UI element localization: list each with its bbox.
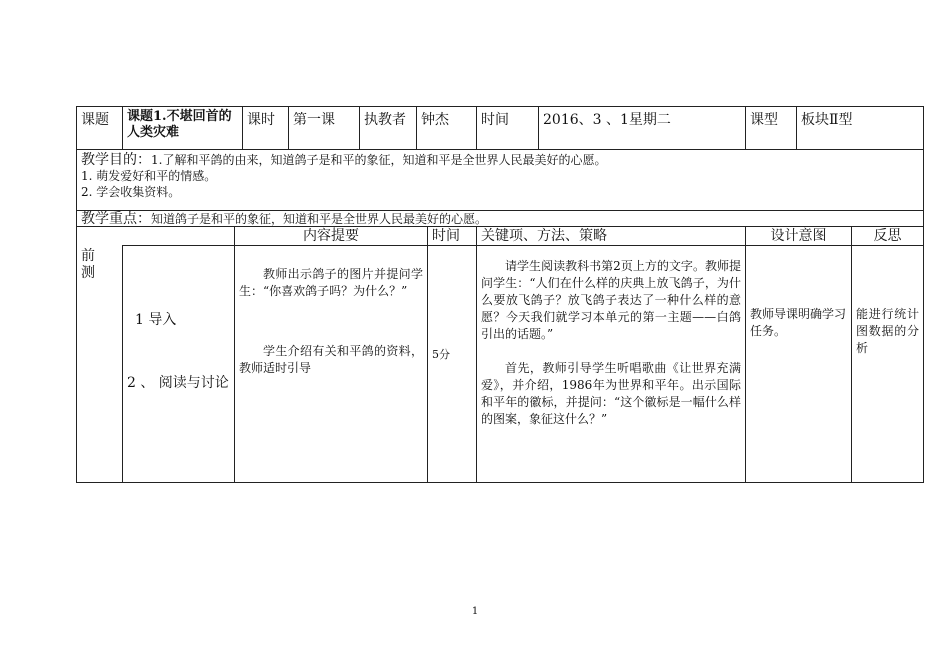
objectives-line2: 1. 萌发爱好和平的情感。 [81,169,217,183]
time-value: 5分 [432,348,451,361]
objectives-line1: 教学目的：1.了解和平鸽的由来，知道鸽子是和平的象征，知道和平是全世界人民最美好的心愿。 [81,152,607,168]
header-row [77,107,924,150]
col-intent: 设计意图 [746,227,852,246]
lesson-plan-table [76,106,924,483]
methods-paragraph-1: 请学生阅读教科书第2页上方的文字。教师提问学生：“人们在什么样的庆典上放飞鸽子，为什么要放飞鸽子？放飞鸽子表达了一种什么样的意愿？今天我们就学习本单元的第一主题——白鸽引出的话题。” [481,259,742,341]
col-time: 时间 [428,227,477,246]
step-2: 2 、 阅读与讨论 [127,375,229,391]
content-paragraph-2: 学生介绍有关和平鸽的资料，教师适时引导 [239,344,424,375]
design-intent: 教师导课明确学习任务。 [750,307,847,338]
topic-value: 课题1.不堪回首的人类灾难 [123,107,243,150]
lesson-body-row [77,246,924,483]
topic-label: 课题 [77,107,123,150]
objectives-row [77,150,924,211]
content-paragraph-1: 教师出示鸽子的图片并提问学生：“你喜欢鸽子吗？为什么？” [239,267,424,298]
type-label: 课型 [746,107,797,150]
period-label: 课时 [243,107,289,150]
type-value: 板块Ⅱ型 [797,107,924,150]
col-reflection: 反思 [852,227,924,246]
column-header-row [77,227,924,246]
time-value: 2016、3 、1星期二 [539,107,746,150]
step-1: 1 导入 [135,312,177,328]
emphasis-title: 教学重点： [81,211,151,227]
teacher-value: 钟杰 [417,107,477,150]
period-value: 第一课 [289,107,360,150]
objectives-title: 教学目的： [81,152,151,168]
page-number: 1 [471,606,479,617]
objectives-line3: 2. 学会收集资料。 [81,185,181,199]
phase-label: 前测 [81,247,95,281]
teacher-label: 执教者 [360,107,417,150]
emphasis-row [77,211,924,227]
reflection-text: 能进行统计图数据的分析 [856,307,920,355]
emphasis-text: 知道鸽子是和平的象征，知道和平是全世界人民最美好的心愿。 [151,212,488,226]
col-methods: 关键项、方法、策略 [477,227,746,246]
time-label: 时间 [477,107,539,150]
col-content: 内容提要 [235,227,428,246]
methods-paragraph-2: 首先，教师引导学生听唱歌曲《让世界充满爱》，并介绍，1986年为世界和平年。出示国际和平年的徽标，并提问：“这个徽标是一幅什么样的图案，象征这什么？” [481,361,742,426]
